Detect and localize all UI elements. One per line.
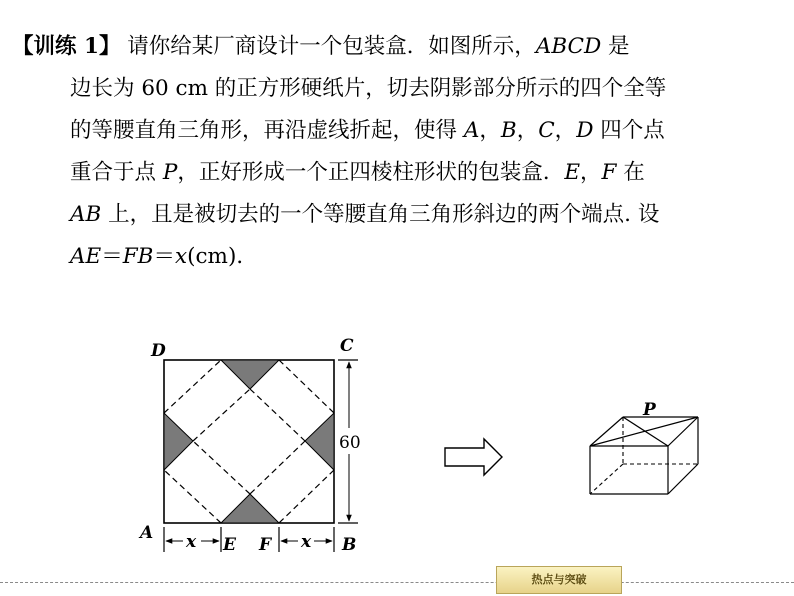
transform-arrow-icon (445, 439, 502, 475)
label-C: C (340, 336, 354, 356)
problem-line-5: AB 上，且是被切去的一个等腰直角三角形斜边的两个端点. 设 (70, 202, 660, 227)
problem-line-4: 重合于点 P，正好形成一个正四棱柱形状的包装盒．E，F 在 (70, 160, 645, 185)
label-x-right: x (301, 532, 312, 552)
label-F: F (259, 535, 272, 555)
exercise-tag: 【训练 1】 (12, 34, 121, 59)
footer-badge[interactable]: 热点与突破 (496, 566, 622, 594)
footer-divider (0, 582, 794, 583)
label-D: D (151, 341, 166, 361)
prism-box (590, 417, 698, 494)
label-x-left: x (186, 532, 197, 552)
prism-hidden-edges (590, 417, 698, 494)
label-B: B (342, 535, 357, 555)
problem-line-2: 边长为 60 cm 的正方形硬纸片，切去阴影部分所示的四个全等 (70, 76, 667, 101)
label-A: A (140, 523, 154, 543)
problem-line-6: AE＝FB＝x(cm)． (70, 244, 258, 269)
label-P: P (643, 400, 656, 420)
problem-line-3: 的等腰直角三角形，再沿虚线折起，使得 A，B，C，D 四个点 (70, 118, 665, 143)
problem-line-1: 【训练 1】 请你给某厂商设计一个包装盒．如图所示，ABCD 是 (12, 34, 630, 59)
label-E: E (223, 535, 236, 555)
label-side-60: 60 (339, 433, 361, 453)
problem-text (12, 26, 782, 278)
geometry-figure (0, 330, 794, 560)
